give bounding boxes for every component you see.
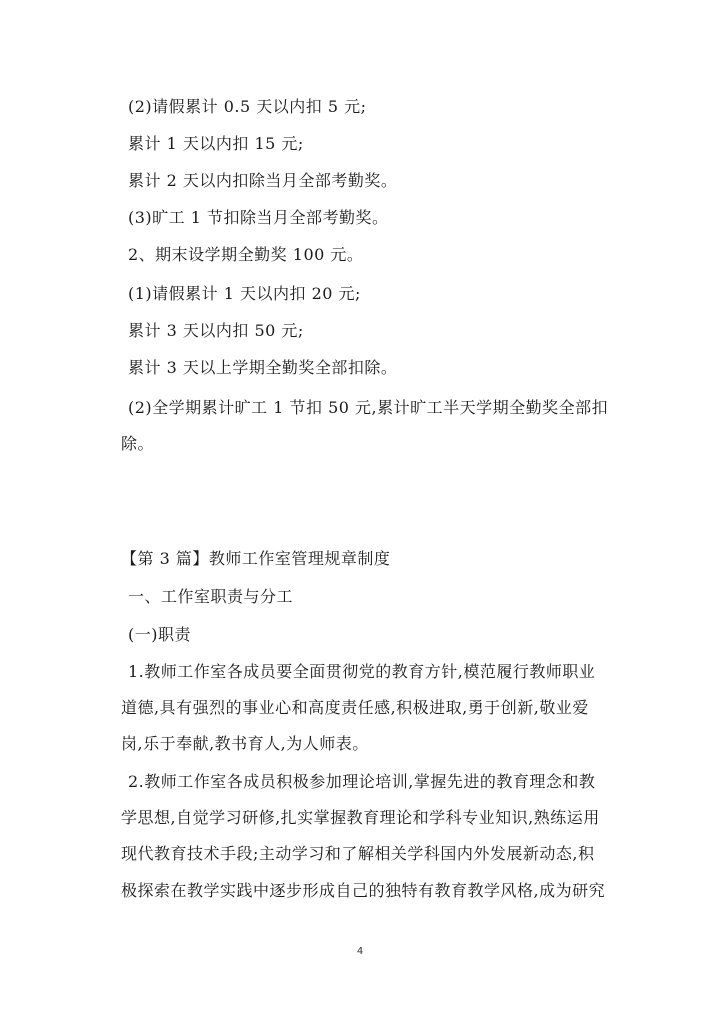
rule-line: 累计 3 天以内扣 50 元; xyxy=(128,321,304,340)
subsection-heading: (一)职责 xyxy=(128,625,191,644)
rule-line: 累计 2 天以内扣除当月全部考勤奖。 xyxy=(128,171,398,190)
rule-line: (1)请假累计 1 天以内扣 20 元; xyxy=(128,284,361,303)
rule-line: 2、期末设学期全勤奖 100 元。 xyxy=(128,245,364,264)
section-heading: 一、工作室职责与分工 xyxy=(128,587,294,606)
rule-line: 累计 1 天以内扣 15 元; xyxy=(128,134,304,153)
paragraph-line: 1.教师工作室各成员要全面贯彻党的教育方针,模范履行教师职业 xyxy=(128,662,596,681)
paragraph-line: 极探索在教学实践中逐步形成自己的独特有教育教学风格,成为研究 xyxy=(121,881,606,900)
rule-line: 累计 3 天以上学期全勤奖全部扣除。 xyxy=(128,358,398,377)
paragraph-line: 岗,乐于奉献,教书育人,为人师表。 xyxy=(121,734,369,753)
paragraph-line: 学思想,自觉学习研修,扎实掌握教育理论和学科专业知识,熟练运用 xyxy=(121,808,600,827)
rule-line: 除。 xyxy=(121,434,155,453)
paragraph-line: 2.教师工作室各成员积极参加理论培训,掌握先进的教育理念和教 xyxy=(128,772,596,791)
rule-line: (2)请假累计 0.5 天以内扣 5 元; xyxy=(128,97,367,116)
article-title: 【第 3 篇】教师工作室管理规章制度 xyxy=(121,549,391,568)
paragraph-line: 现代教育技术手段;主动学习和了解相关学科国内外发展新动态,积 xyxy=(121,844,595,863)
rule-line: (2)全学期累计旷工 1 节扣 50 元,累计旷工半天学期全勤奖全部扣 xyxy=(128,398,609,417)
paragraph-line: 道德,具有强烈的事业心和高度责任感,积极进取,勇于创新,敬业爱 xyxy=(121,698,589,717)
rule-line: (3)旷工 1 节扣除当月全部考勤奖。 xyxy=(128,208,389,227)
page-number: 4 xyxy=(356,946,364,957)
